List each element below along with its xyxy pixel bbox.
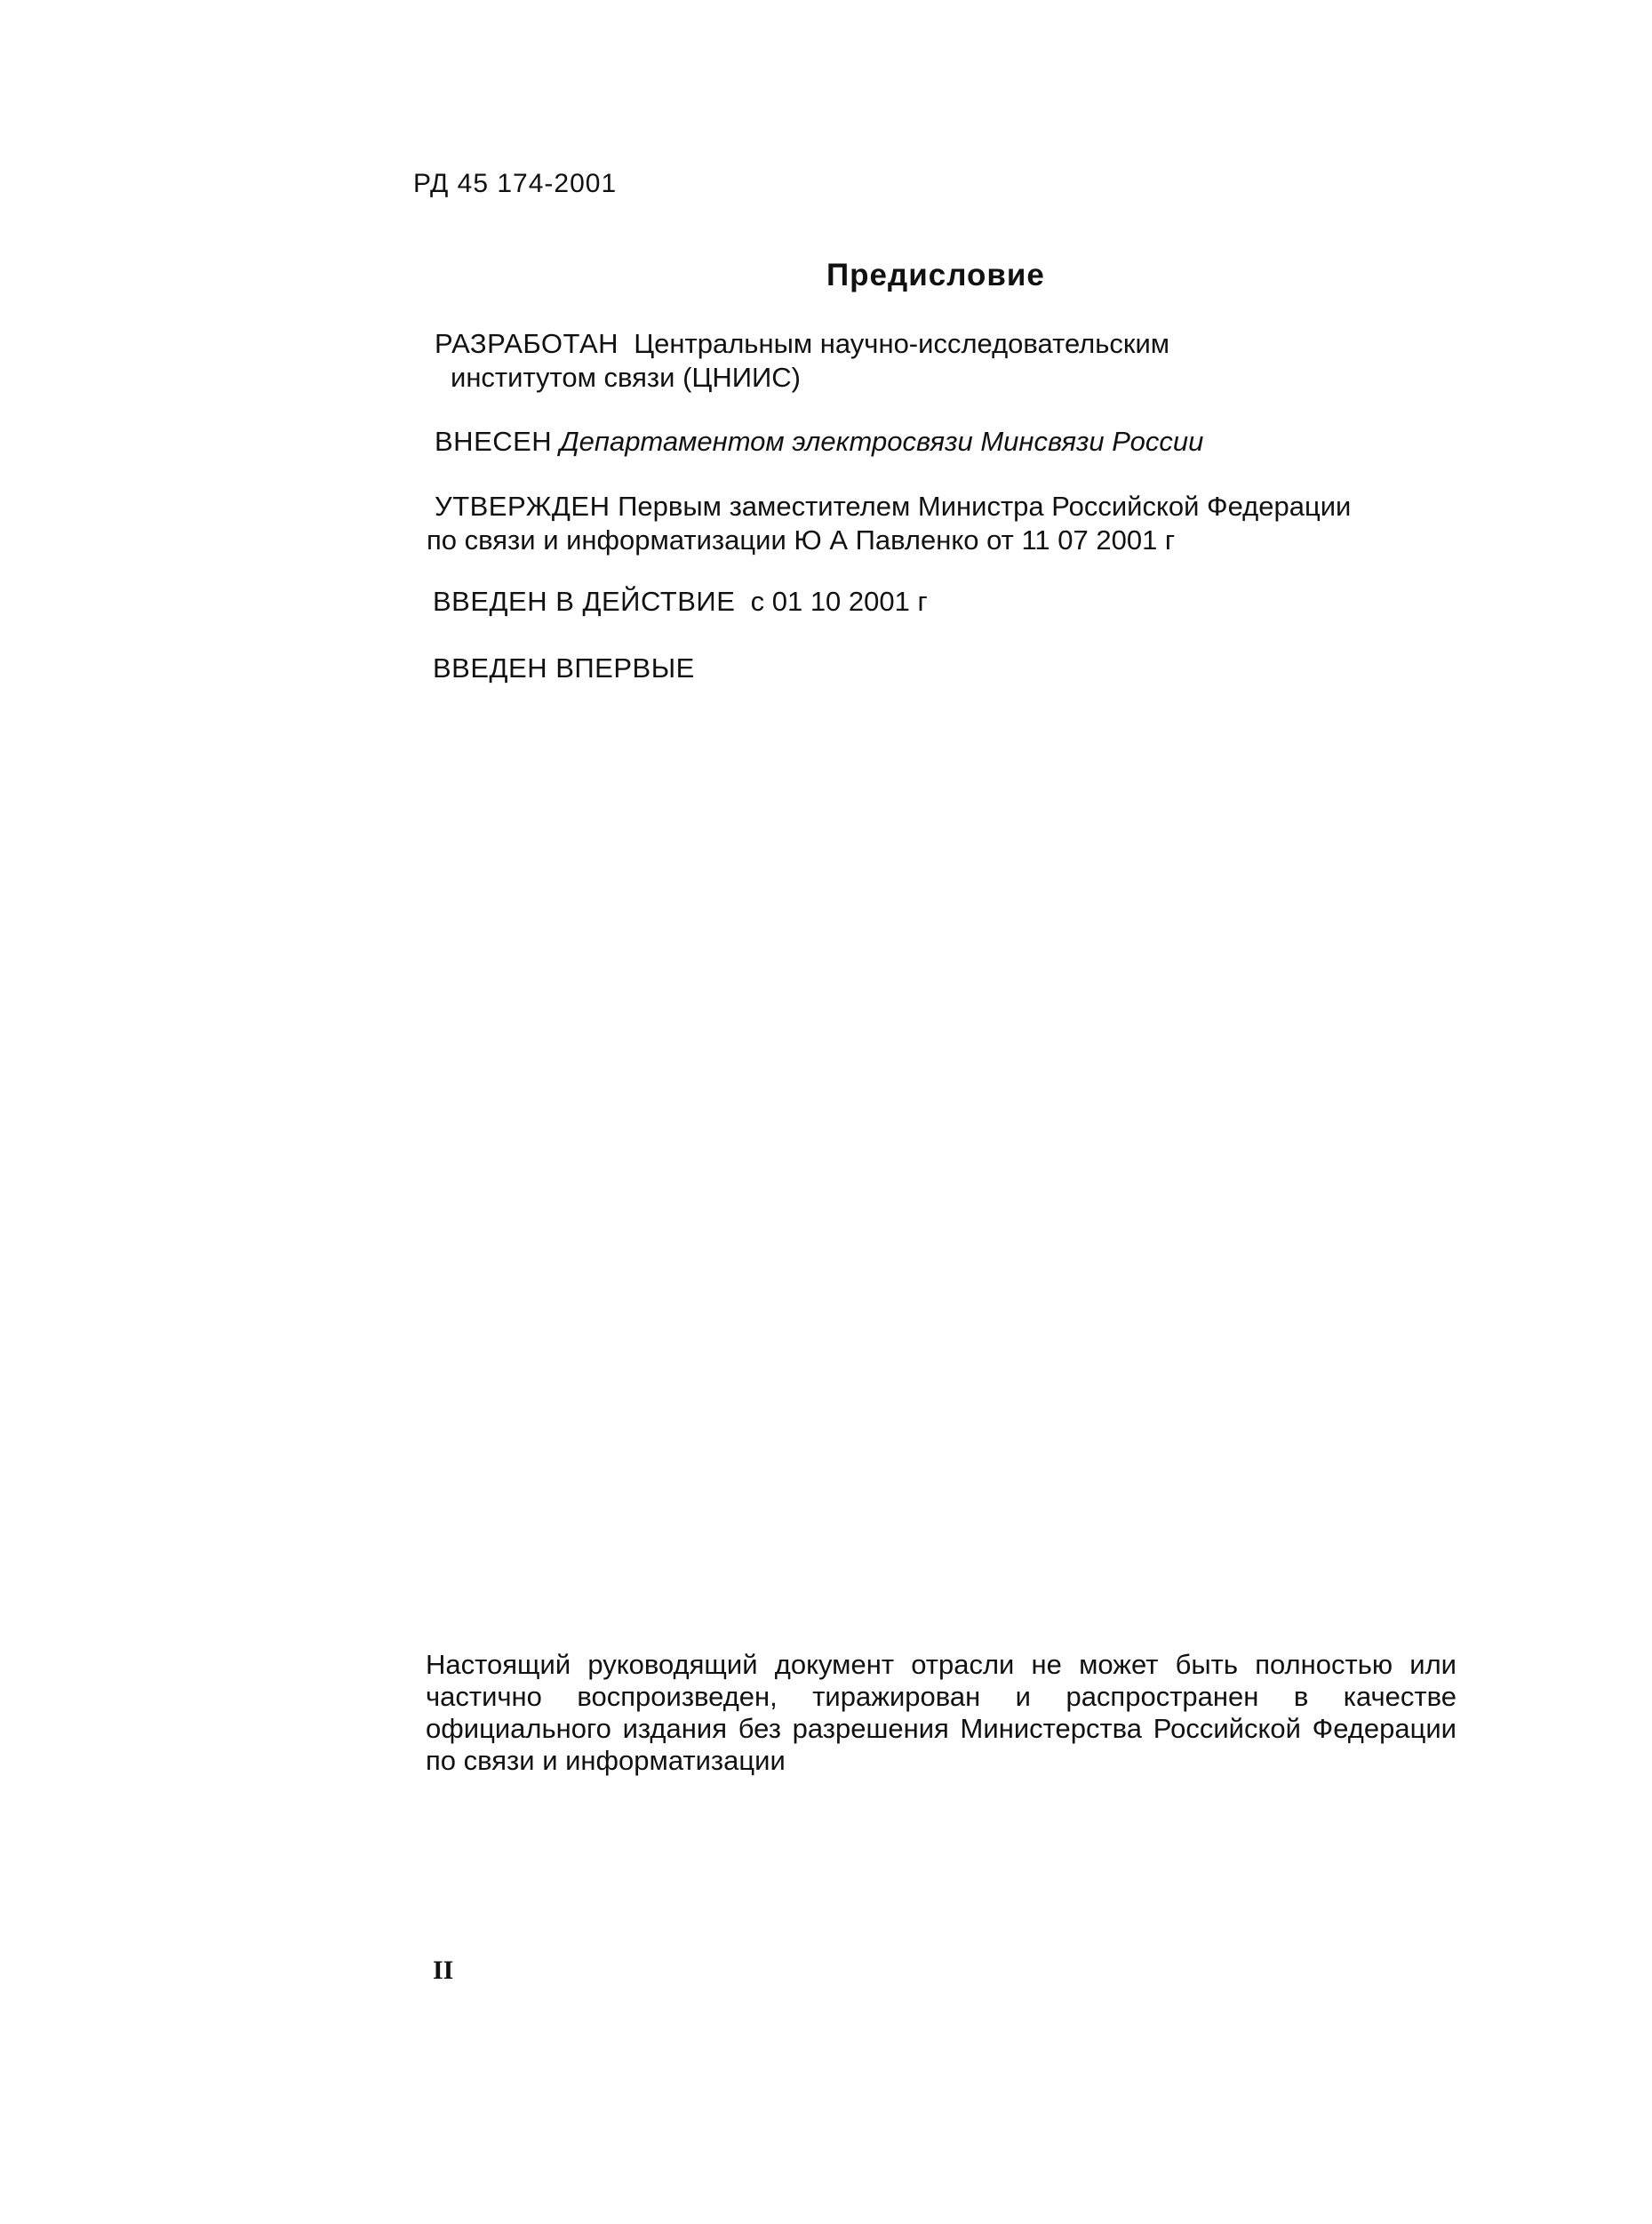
- entry-developed: [435, 327, 1169, 395]
- entry-approved-label: УТВЕРЖДЕН: [435, 491, 611, 522]
- entry-first-time: [433, 652, 695, 685]
- entry-first-time-label: ВВЕДЕН ВПЕРВЫЕ: [433, 652, 695, 684]
- entry-introduced-text: Департаментом электросвязи Минсвязи России: [559, 426, 1204, 457]
- entry-introduced-label: ВНЕСЕН: [435, 426, 553, 457]
- entry-effective-label: ВВЕДЕН В ДЕЙСТВИЕ: [433, 586, 736, 617]
- entry-developed-label: РАЗРАБОТАН: [435, 328, 619, 359]
- copyright-notice: [426, 1649, 1456, 1777]
- entry-introduced: [435, 425, 1203, 459]
- document-code: РД 45 174-2001: [413, 169, 618, 198]
- entry-effective: [433, 585, 928, 619]
- copyright-notice-text: Настоящий руководящий документ отрасли не может быть полностью или частично воспроизведен, тиражирован и распространен в качестве официального издания без разрешения Министерства Российской Федерации по связи и информатизации: [426, 1649, 1456, 1776]
- entry-approved-first-line: [427, 490, 1351, 524]
- entry-approved-text-line1: Первым заместителем Министра Российской Федерации: [618, 491, 1352, 522]
- page-title: Предисловие: [826, 258, 1045, 292]
- entry-approved-text-line2: по связи и информатизации Ю А Павленко от 11 07 2001 г: [427, 524, 1176, 556]
- entry-approved: [427, 490, 1351, 557]
- page-number: II: [433, 1956, 454, 1985]
- entry-developed-first-line: [435, 328, 1169, 359]
- entry-effective-text: с 01 10 2001 г: [750, 586, 928, 617]
- entry-developed-text-line1: Центральным научно-исследовательским: [634, 328, 1170, 359]
- entry-developed-text-line2: институтом связи (ЦНИИС): [451, 362, 801, 393]
